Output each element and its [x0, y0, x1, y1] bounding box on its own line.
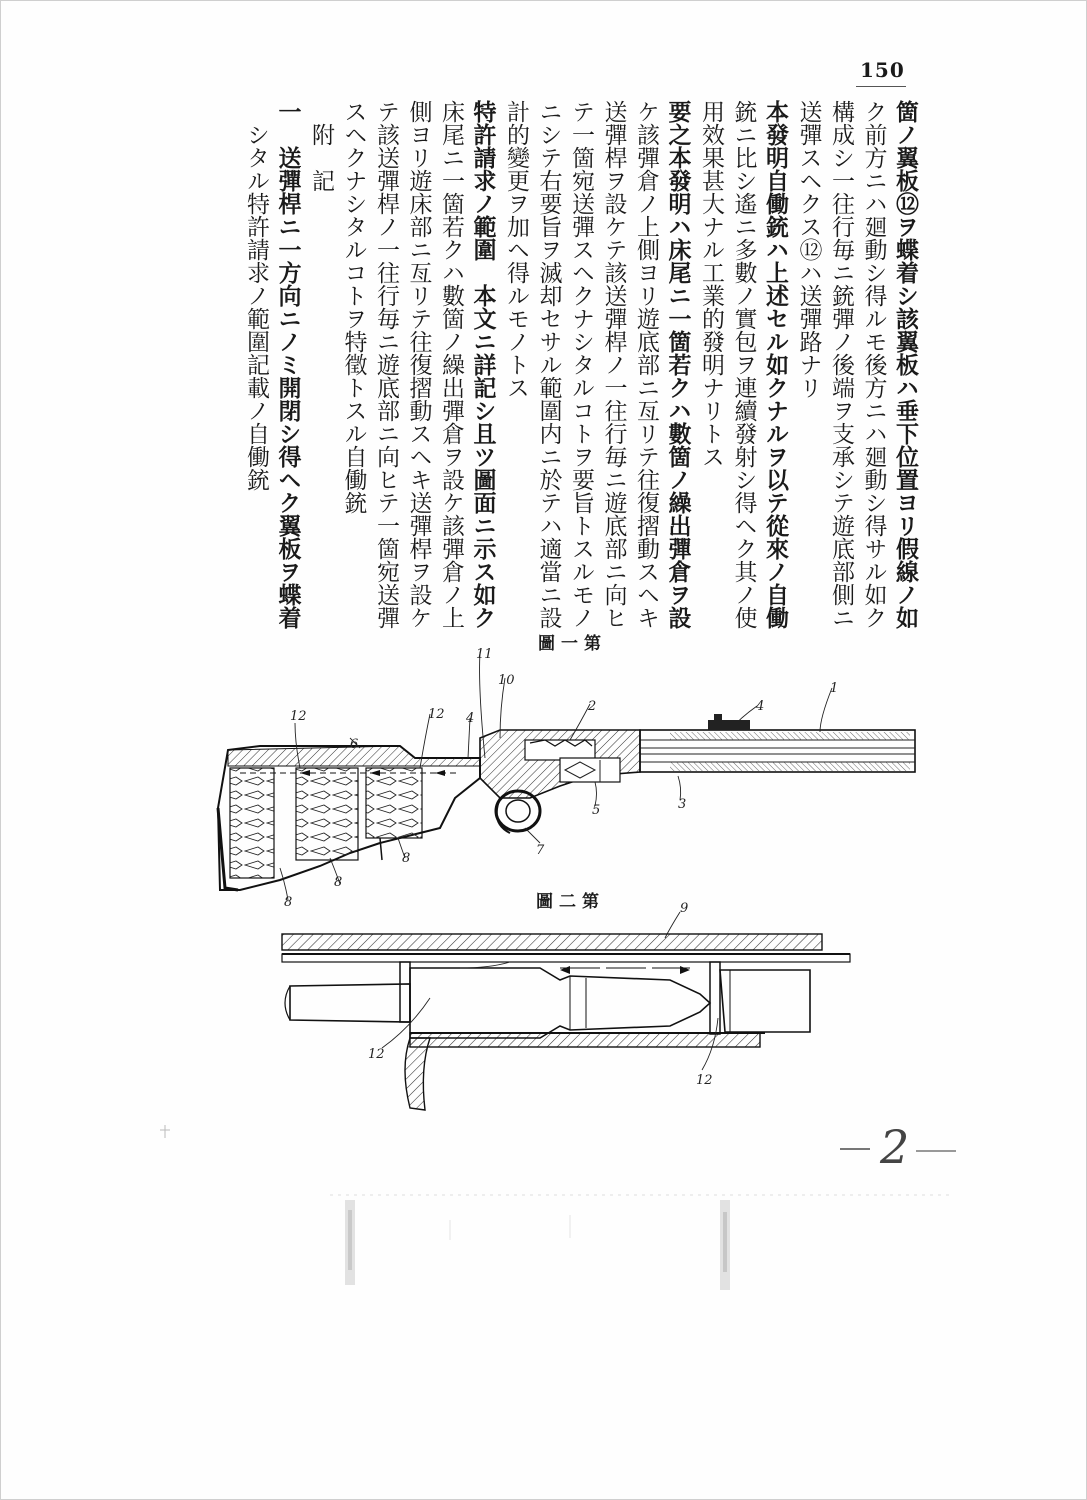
part-label: 3 — [678, 797, 687, 812]
page-number: 150 — [860, 58, 905, 82]
part-label: 12 — [290, 709, 307, 724]
figure-1-caption: 圖一第 — [538, 634, 607, 654]
text-column: 送彈スヘクス⑫ハ送彈路ナリ — [795, 100, 822, 399]
text-column: テ一箇宛送彈スヘクナシタルコトヲ要旨トスルモノ — [568, 100, 594, 629]
vertical-text-block — [240, 100, 920, 629]
handwritten-margin-note: 2 — [880, 1120, 910, 1174]
part-label: 1 — [830, 681, 839, 696]
part-label: 10 — [498, 673, 515, 688]
text-column: 本發明自働銃ハ上述セル如クナルヲ以テ從來ノ自働 — [762, 100, 789, 629]
part-label: 2 — [588, 699, 597, 714]
stock — [218, 746, 480, 890]
cartridge-left — [285, 984, 410, 1022]
text-column: 計的變更ヲ加ヘ得ルモノトス — [503, 100, 529, 399]
text-column: ケ該彈倉ノ上側ヨリ遊底部ニ亙リテ往復摺動スヘキ — [633, 100, 659, 629]
text-column: 用效果甚大ナル工業的發明ナリトス — [698, 100, 724, 468]
scan-artifacts — [150, 1120, 970, 1320]
text-column: シタル特許請求ノ範圍記載ノ自働銃 — [243, 100, 269, 491]
page-number-underline — [856, 86, 906, 87]
lower-rail — [410, 1033, 765, 1047]
part-label: 7 — [536, 843, 545, 858]
text-column: 箇ノ翼板⑫ヲ蝶着シ該翼板ハ垂下位置ヨリ假線ノ如 — [892, 100, 919, 629]
part-label: 8 — [284, 895, 293, 910]
receiver — [480, 730, 640, 798]
text-column: スヘクナシタルコトヲ特徵トスル自働銃 — [340, 100, 367, 514]
text-column: 一 送彈桿ニ一方向ニノミ開閉シ得ヘク翼板ヲ蝶着 — [274, 100, 302, 629]
part-label: 12 — [428, 707, 445, 722]
cartridge-center — [410, 966, 710, 1038]
figure-2-caption: 圖二第 — [536, 892, 605, 912]
part-label: 9 — [680, 901, 689, 916]
figure-1-rifle-diagram — [200, 648, 930, 910]
upper-rail — [282, 934, 850, 962]
text-column: 送彈桿ヲ設ケテ該送彈桿ノ一往行毎ニ遊底部ニ向ヒ — [600, 100, 627, 629]
part-label: 8 — [402, 851, 411, 866]
text-column: 附 記 — [308, 100, 334, 192]
part-label: 5 — [592, 803, 601, 818]
text-column: 床尾ニ一箇若クハ數箇ノ繰出彈倉ヲ設ケ該彈倉ノ上 — [438, 100, 464, 629]
part-label: 6 — [350, 737, 359, 752]
text-column: テ該送彈桿ノ一往行毎ニ遊底部ニ向ヒテ一箇宛送彈 — [373, 100, 399, 629]
text-column: 銃ニ比シ遙ニ多數ノ實包ヲ連續發射シ得ヘク其ノ使 — [730, 100, 757, 629]
figure-2-feed-detail — [270, 898, 860, 1130]
part-label: 12 — [696, 1073, 713, 1088]
text-column: 側ヨリ遊床部ニ亙リテ往復摺動スヘキ送彈桿ヲ設ケ — [405, 100, 432, 629]
text-column: 構成シ一往行毎ニ銃彈ノ後端ヲ支承シテ遊底部側ニ — [828, 100, 854, 629]
text-column: ク前方ニハ廻動シ得ルモ後方ニハ廻動シ得サル如ク — [860, 100, 887, 629]
barrel — [640, 714, 915, 772]
text-column: 要之本發明ハ床尾ニ一箇若クハ數箇ノ繰出彈倉ヲ設 — [664, 100, 692, 629]
part-label: 4 — [756, 699, 765, 714]
text-column: 特許請求ノ範圍 本文ニ詳記シ且ツ圖面ニ示ス如ク — [469, 100, 497, 629]
part-label: 8 — [334, 875, 343, 890]
part-label: 12 — [368, 1047, 385, 1062]
text-column: ニシテ右要旨ヲ滅却セサル範圍内ニ於テハ適當ニ設 — [535, 100, 562, 629]
part-label: 11 — [476, 648, 493, 662]
cartridge-right — [720, 970, 810, 1032]
part-label: 4 — [466, 711, 475, 726]
